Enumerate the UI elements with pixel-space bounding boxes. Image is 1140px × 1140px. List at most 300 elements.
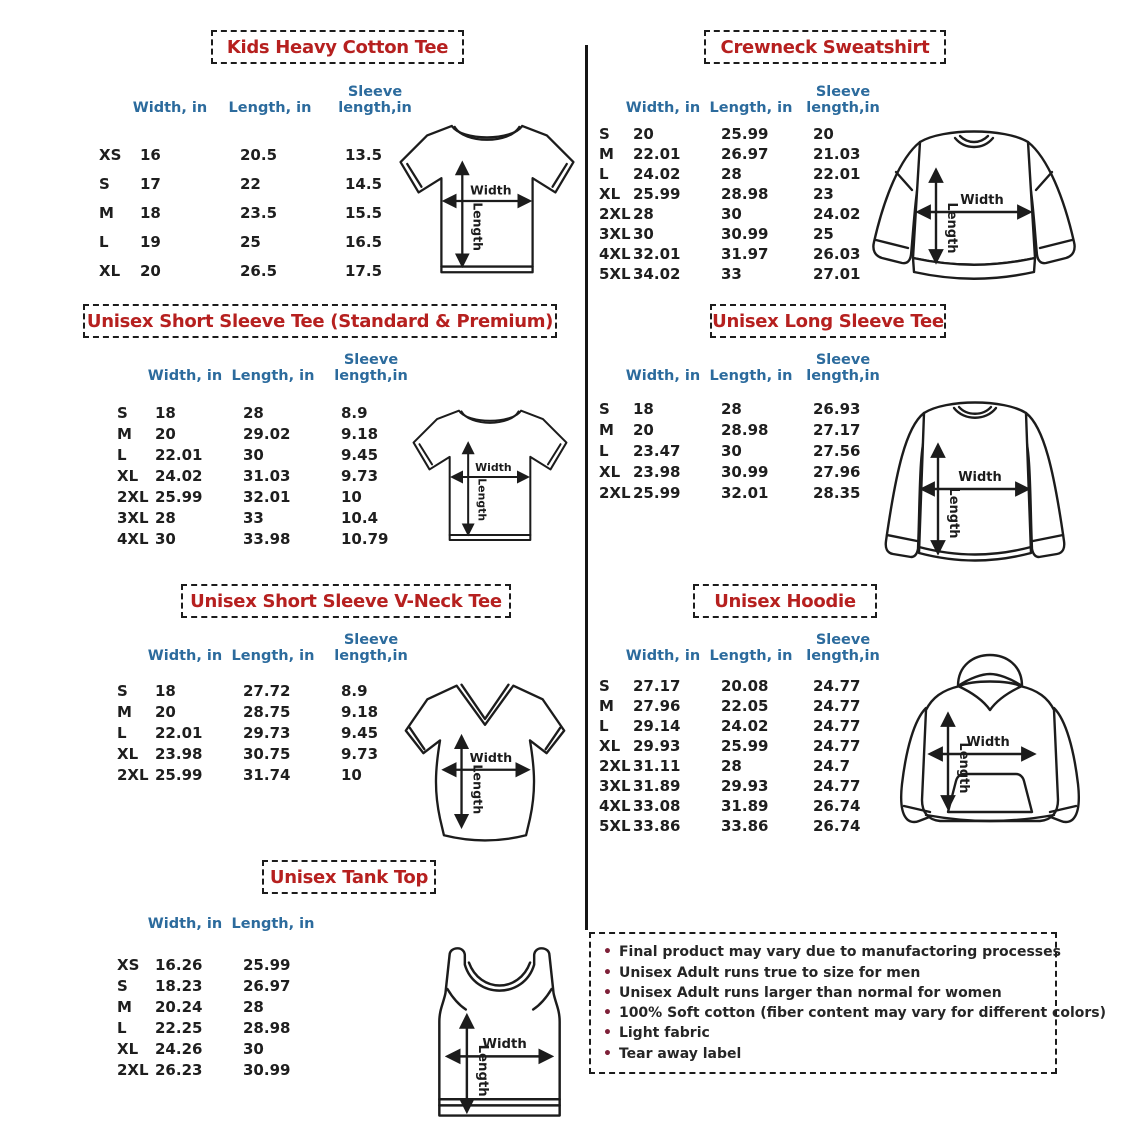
width-cell: 25.99 xyxy=(155,765,203,784)
sweatshirt-illustration xyxy=(858,114,1090,302)
sleeve-cell: 17.5 xyxy=(345,261,383,280)
width-cell: 25.99 xyxy=(633,483,681,502)
section-title-text: Unisex Hoodie xyxy=(714,590,856,612)
length-label: Length xyxy=(470,764,486,815)
width-cell: 24.26 xyxy=(155,1039,203,1058)
size-cell: 2XL xyxy=(117,765,149,784)
sleeve-cell: 24.7 xyxy=(813,757,851,775)
size-cell: XL xyxy=(117,744,139,763)
length-cell: 30.99 xyxy=(721,225,769,243)
width-cell: 24.02 xyxy=(155,466,203,485)
table-row xyxy=(113,528,421,549)
table-row xyxy=(95,227,430,256)
bullet-icon xyxy=(603,1046,612,1062)
table-row xyxy=(113,423,421,444)
width-cell: 22.01 xyxy=(633,145,681,163)
size-cell: L xyxy=(117,723,127,742)
length-label: Length xyxy=(475,1044,491,1097)
table-row xyxy=(595,144,898,164)
width-cell: 32.01 xyxy=(633,245,681,263)
sleeve-cell: 24.77 xyxy=(813,697,861,715)
size-cell: M xyxy=(599,697,614,715)
width-header: Width, in xyxy=(625,648,701,664)
length-cell: 28.98 xyxy=(721,420,769,439)
sleeve-cell: 8.9 xyxy=(341,681,368,700)
sleeve-header: Sleeve length,in xyxy=(806,84,880,116)
hoodie-size-table xyxy=(595,632,898,836)
length-cell: 25.99 xyxy=(721,737,769,755)
vneck-size-table xyxy=(113,632,421,785)
width-cell: 29.14 xyxy=(633,717,681,735)
note-text: Unisex Adult runs larger than normal for women xyxy=(618,984,1002,1001)
table-row xyxy=(595,419,898,440)
table-row xyxy=(595,676,898,696)
size-cell: L xyxy=(599,441,609,460)
note-item xyxy=(603,944,1061,961)
table-row xyxy=(113,486,421,507)
length-cell: 28 xyxy=(721,757,742,775)
width-cell: 20 xyxy=(140,261,161,280)
table-header-row xyxy=(113,632,421,664)
size-cell: 2XL xyxy=(117,487,149,506)
width-header: Width, in xyxy=(625,100,701,116)
size-cell: S xyxy=(117,681,128,700)
sleeve-cell: 24.02 xyxy=(813,205,861,223)
length-cell: 33 xyxy=(721,265,742,283)
size-cell: 2XL xyxy=(599,205,631,223)
width-cell: 18 xyxy=(633,399,654,418)
sleeve-header: Sleeve length,in xyxy=(338,84,412,116)
table-row xyxy=(595,244,898,264)
sleeve-cell: 10.79 xyxy=(341,529,389,548)
width-cell: 31.11 xyxy=(633,757,681,775)
size-cell: S xyxy=(599,677,610,695)
sleeve-cell: 14.5 xyxy=(345,174,383,193)
size-cell: 2XL xyxy=(599,483,631,502)
length-cell: 31.97 xyxy=(721,245,769,263)
table-row xyxy=(113,764,421,785)
table-row xyxy=(595,816,898,836)
sleeve-cell: 9.45 xyxy=(341,723,379,742)
section-title-hoodie xyxy=(693,584,877,618)
width-cell: 20.24 xyxy=(155,997,203,1016)
width-cell: 20 xyxy=(633,420,654,439)
width-cell: 27.96 xyxy=(633,697,681,715)
section-title-text: Crewneck Sweatshirt xyxy=(720,36,930,58)
size-cell: 2XL xyxy=(117,1060,149,1079)
tshirt-illustration xyxy=(392,110,582,292)
length-header: Length, in xyxy=(709,368,793,384)
table-row xyxy=(595,124,898,144)
table-body xyxy=(595,124,898,284)
length-cell: 23.5 xyxy=(240,203,278,222)
width-label: Width xyxy=(470,183,512,198)
table-row xyxy=(595,756,898,776)
length-cell: 22 xyxy=(240,174,261,193)
size-cell: L xyxy=(99,232,109,251)
sleeve-cell: 8.9 xyxy=(341,403,368,422)
width-cell: 24.02 xyxy=(633,165,681,183)
length-cell: 29.02 xyxy=(243,424,291,443)
width-cell: 16.26 xyxy=(155,955,203,974)
sleeve-cell: 27.17 xyxy=(813,420,861,439)
width-label: Width xyxy=(475,461,512,475)
width-cell: 28 xyxy=(633,205,654,223)
width-cell: 20 xyxy=(155,702,176,721)
note-item xyxy=(603,1005,1106,1022)
hoodie-illustration xyxy=(876,650,1104,852)
table-row xyxy=(595,184,898,204)
size-cell: XS xyxy=(99,145,122,164)
table-row xyxy=(113,1038,341,1059)
width-cell: 22.01 xyxy=(155,723,203,742)
length-header: Length, in xyxy=(228,100,312,116)
section-title-kids-tee xyxy=(211,30,464,64)
length-cell: 26.97 xyxy=(243,976,291,995)
kids-tee-size-table xyxy=(95,84,430,285)
size-cell: 3XL xyxy=(117,508,149,527)
sleeve-cell: 16.5 xyxy=(345,232,383,251)
long-sleeve-size-table xyxy=(595,352,898,503)
length-cell: 28 xyxy=(243,997,264,1016)
size-cell: 4XL xyxy=(599,245,631,263)
length-label: Length xyxy=(956,742,971,794)
sleeve-cell: 9.73 xyxy=(341,744,379,763)
sleeve-cell: 26.93 xyxy=(813,399,861,418)
section-title-text: Kids Heavy Cotton Tee xyxy=(226,36,449,58)
width-header: Width, in xyxy=(625,368,701,384)
width-label: Width xyxy=(958,470,1002,485)
table-row xyxy=(595,398,898,419)
length-cell: 28.75 xyxy=(243,702,291,721)
section-title-crewneck xyxy=(704,30,946,64)
size-cell: S xyxy=(599,125,610,143)
table-row xyxy=(595,736,898,756)
sleeve-cell: 9.18 xyxy=(341,424,379,443)
sleeve-cell: 28.35 xyxy=(813,483,861,502)
size-cell: M xyxy=(99,203,114,222)
length-cell: 33 xyxy=(243,508,264,527)
table-body xyxy=(113,680,421,785)
note-text: Light fabric xyxy=(618,1025,710,1042)
length-cell: 28.98 xyxy=(721,185,769,203)
section-title-tank xyxy=(262,860,436,894)
size-cell: 4XL xyxy=(117,529,149,548)
vneck-tee-illustration xyxy=(397,670,573,848)
width-label: Width xyxy=(469,749,513,765)
sleeve-cell: 20 xyxy=(813,125,834,143)
width-cell: 30 xyxy=(155,529,176,548)
size-cell: 3XL xyxy=(599,777,631,795)
size-cell: L xyxy=(117,445,127,464)
sleeve-cell: 27.56 xyxy=(813,441,861,460)
note-item xyxy=(603,985,1043,1001)
size-cell: M xyxy=(599,420,614,439)
length-cell: 28 xyxy=(721,399,742,418)
sleeve-cell: 26.74 xyxy=(813,797,861,815)
size-cell: L xyxy=(599,165,609,183)
sleeve-cell: 10.4 xyxy=(341,508,379,527)
length-cell: 33.86 xyxy=(721,817,769,835)
length-cell: 30 xyxy=(243,445,264,464)
sleeve-cell: 9.18 xyxy=(341,702,379,721)
sleeve-cell: 21.03 xyxy=(813,145,861,163)
length-cell: 31.89 xyxy=(721,797,769,815)
sleeve-cell: 9.73 xyxy=(341,466,379,485)
section-title-text: Unisex Short Sleeve Tee (Standard & Premium) xyxy=(86,310,554,332)
width-cell: 18 xyxy=(140,203,161,222)
section-title-text: Unisex Short Sleeve V-Neck Tee xyxy=(190,590,502,612)
table-header-row xyxy=(95,84,430,116)
width-header: Width, in xyxy=(147,916,223,932)
table-row xyxy=(595,776,898,796)
table-row xyxy=(95,256,430,285)
sleeve-cell: 10 xyxy=(341,765,362,784)
table-row xyxy=(595,264,898,284)
width-cell: 18 xyxy=(155,681,176,700)
size-cell: M xyxy=(599,145,614,163)
table-row xyxy=(113,996,341,1017)
note-item xyxy=(603,965,1043,981)
width-cell: 25.99 xyxy=(633,185,681,203)
table-body xyxy=(95,140,430,285)
sleeve-cell: 10 xyxy=(341,487,362,506)
section-title-text: Unisex Tank Top xyxy=(269,866,429,888)
table-row xyxy=(113,743,421,764)
size-cell: XL xyxy=(599,462,621,481)
length-cell: 28 xyxy=(721,165,742,183)
size-cell: XL xyxy=(117,1039,139,1058)
bullet-icon xyxy=(603,1025,612,1041)
size-cell: XL xyxy=(99,261,121,280)
table-row xyxy=(113,1059,341,1080)
length-label: Length xyxy=(946,487,961,539)
table-row xyxy=(595,696,898,716)
size-cell: L xyxy=(599,717,609,735)
note-text: Unisex Adult runs true to size for men xyxy=(618,964,921,981)
table-row xyxy=(113,975,341,996)
width-cell: 18.23 xyxy=(155,976,203,995)
table-row xyxy=(113,507,421,528)
bullet-icon xyxy=(603,944,612,960)
size-cell: L xyxy=(117,1018,127,1037)
size-cell: 4XL xyxy=(599,797,631,815)
sleeve-cell: 24.77 xyxy=(813,737,861,755)
size-cell: XL xyxy=(599,737,621,755)
table-row xyxy=(595,796,898,816)
width-header: Width, in xyxy=(132,100,208,116)
table-row xyxy=(595,716,898,736)
size-cell: S xyxy=(117,403,128,422)
length-cell: 29.73 xyxy=(243,723,291,742)
length-cell: 30.99 xyxy=(721,462,769,481)
table-body xyxy=(113,954,341,1080)
length-cell: 25.99 xyxy=(721,125,769,143)
size-cell: S xyxy=(117,976,128,995)
width-cell: 28 xyxy=(155,508,176,527)
sleeve-cell: 26.03 xyxy=(813,245,861,263)
length-cell: 30 xyxy=(721,205,742,223)
width-label: Width xyxy=(482,1037,527,1053)
width-cell: 20 xyxy=(633,125,654,143)
width-cell: 18 xyxy=(155,403,176,422)
size-cell: 5XL xyxy=(599,817,631,835)
note-text: 100% Soft cotton (fiber content may vary for different colors) xyxy=(618,1005,1106,1022)
length-cell: 31.03 xyxy=(243,466,291,485)
note-item xyxy=(603,1046,1043,1062)
length-cell: 32.01 xyxy=(243,487,291,506)
width-cell: 23.98 xyxy=(155,744,203,763)
width-cell: 20 xyxy=(155,424,176,443)
table-row xyxy=(113,722,421,743)
width-label: Width xyxy=(960,193,1004,208)
sleeve-cell: 27.96 xyxy=(813,462,861,481)
table-row xyxy=(113,680,421,701)
sleeve-cell: 23 xyxy=(813,185,834,203)
sleeve-cell: 24.77 xyxy=(813,717,861,735)
length-cell: 28 xyxy=(243,403,264,422)
section-title-long-sleeve xyxy=(710,304,946,338)
table-row xyxy=(113,701,421,722)
length-cell: 26.5 xyxy=(240,261,278,280)
length-header: Length, in xyxy=(231,916,315,932)
length-header: Length, in xyxy=(709,648,793,664)
table-body xyxy=(595,398,898,503)
notes-box xyxy=(589,932,1106,1074)
length-cell: 25.99 xyxy=(243,955,291,974)
table-row xyxy=(95,169,430,198)
sleeve-cell: 9.45 xyxy=(341,445,379,464)
width-label: Width xyxy=(966,735,1010,750)
length-header: Length, in xyxy=(231,368,315,384)
width-cell: 33.86 xyxy=(633,817,681,835)
length-cell: 30.75 xyxy=(243,744,291,763)
size-cell: XL xyxy=(599,185,621,203)
length-label: Length xyxy=(944,202,959,254)
width-cell: 16 xyxy=(140,145,161,164)
table-row xyxy=(113,1017,341,1038)
long-sleeve-tee-illustration xyxy=(858,385,1092,583)
divider-line xyxy=(585,45,588,930)
sleeve-header: Sleeve length,in xyxy=(334,352,408,384)
table-header-row xyxy=(595,632,898,664)
width-cell: 31.89 xyxy=(633,777,681,795)
section-title-short-sleeve xyxy=(83,304,557,338)
width-cell: 23.98 xyxy=(633,462,681,481)
length-cell: 20.08 xyxy=(721,677,769,695)
length-label: Length xyxy=(470,202,485,251)
length-cell: 29.93 xyxy=(721,777,769,795)
sleeve-header: Sleeve length,in xyxy=(334,632,408,664)
short-sleeve-size-table xyxy=(113,352,421,549)
length-cell: 22.05 xyxy=(721,697,769,715)
sleeve-cell: 15.5 xyxy=(345,203,383,222)
tshirt-illustration xyxy=(406,396,574,558)
width-cell: 27.17 xyxy=(633,677,681,695)
width-header: Width, in xyxy=(147,368,223,384)
width-cell: 17 xyxy=(140,174,161,193)
sleeve-cell: 26.74 xyxy=(813,817,861,835)
sleeve-cell: 27.01 xyxy=(813,265,861,283)
size-cell: 2XL xyxy=(599,757,631,775)
size-cell: S xyxy=(99,174,110,193)
length-cell: 30 xyxy=(721,441,742,460)
tank-size-table xyxy=(113,916,341,1080)
sleeve-cell: 24.77 xyxy=(813,677,861,695)
tank-top-illustration xyxy=(422,938,577,1134)
width-cell: 19 xyxy=(140,232,161,251)
sleeve-cell: 25 xyxy=(813,225,834,243)
length-cell: 31.74 xyxy=(243,765,291,784)
size-cell: M xyxy=(117,424,132,443)
width-cell: 34.02 xyxy=(633,265,681,283)
table-row xyxy=(595,440,898,461)
note-text: Tear away label xyxy=(618,1045,742,1062)
length-cell: 33.98 xyxy=(243,529,291,548)
length-header: Length, in xyxy=(231,648,315,664)
sleeve-header: Sleeve length,in xyxy=(806,632,880,664)
table-row xyxy=(595,461,898,482)
sleeve-cell: 24.77 xyxy=(813,777,861,795)
size-cell: XL xyxy=(117,466,139,485)
size-cell: M xyxy=(117,702,132,721)
table-row xyxy=(113,402,421,423)
width-cell: 22.25 xyxy=(155,1018,203,1037)
section-title-text: Unisex Long Sleeve Tee xyxy=(712,310,944,332)
length-cell: 30.99 xyxy=(243,1060,291,1079)
width-cell: 25.99 xyxy=(155,487,203,506)
section-title-vneck xyxy=(181,584,511,618)
table-header-row xyxy=(113,916,341,932)
size-cell: 3XL xyxy=(599,225,631,243)
size-cell: XS xyxy=(117,955,140,974)
table-row xyxy=(113,954,341,975)
length-cell: 27.72 xyxy=(243,681,291,700)
table-row xyxy=(595,204,898,224)
bullet-icon xyxy=(603,985,612,1001)
width-cell: 29.93 xyxy=(633,737,681,755)
table-header-row xyxy=(595,352,898,384)
size-cell: S xyxy=(599,399,610,418)
table-body xyxy=(595,676,898,836)
length-cell: 26.97 xyxy=(721,145,769,163)
length-cell: 24.02 xyxy=(721,717,769,735)
width-cell: 30 xyxy=(633,225,654,243)
length-header: Length, in xyxy=(709,100,793,116)
width-cell: 26.23 xyxy=(155,1060,203,1079)
length-cell: 28.98 xyxy=(243,1018,291,1037)
width-cell: 33.08 xyxy=(633,797,681,815)
bullet-icon xyxy=(603,965,612,981)
table-header-row xyxy=(595,84,898,116)
length-label: Length xyxy=(475,478,489,522)
length-cell: 32.01 xyxy=(721,483,769,502)
table-row xyxy=(113,465,421,486)
width-header: Width, in xyxy=(147,648,223,664)
table-row xyxy=(113,444,421,465)
bullet-icon xyxy=(603,1005,612,1021)
table-header-row xyxy=(113,352,421,384)
sleeve-header: Sleeve length,in xyxy=(806,352,880,384)
width-cell: 23.47 xyxy=(633,441,681,460)
table-row xyxy=(595,164,898,184)
table-body xyxy=(113,402,421,549)
note-item xyxy=(603,1025,1043,1041)
crewneck-size-table xyxy=(595,84,898,284)
length-cell: 25 xyxy=(240,232,261,251)
sleeve-cell: 13.5 xyxy=(345,145,383,164)
size-cell: 5XL xyxy=(599,265,631,283)
